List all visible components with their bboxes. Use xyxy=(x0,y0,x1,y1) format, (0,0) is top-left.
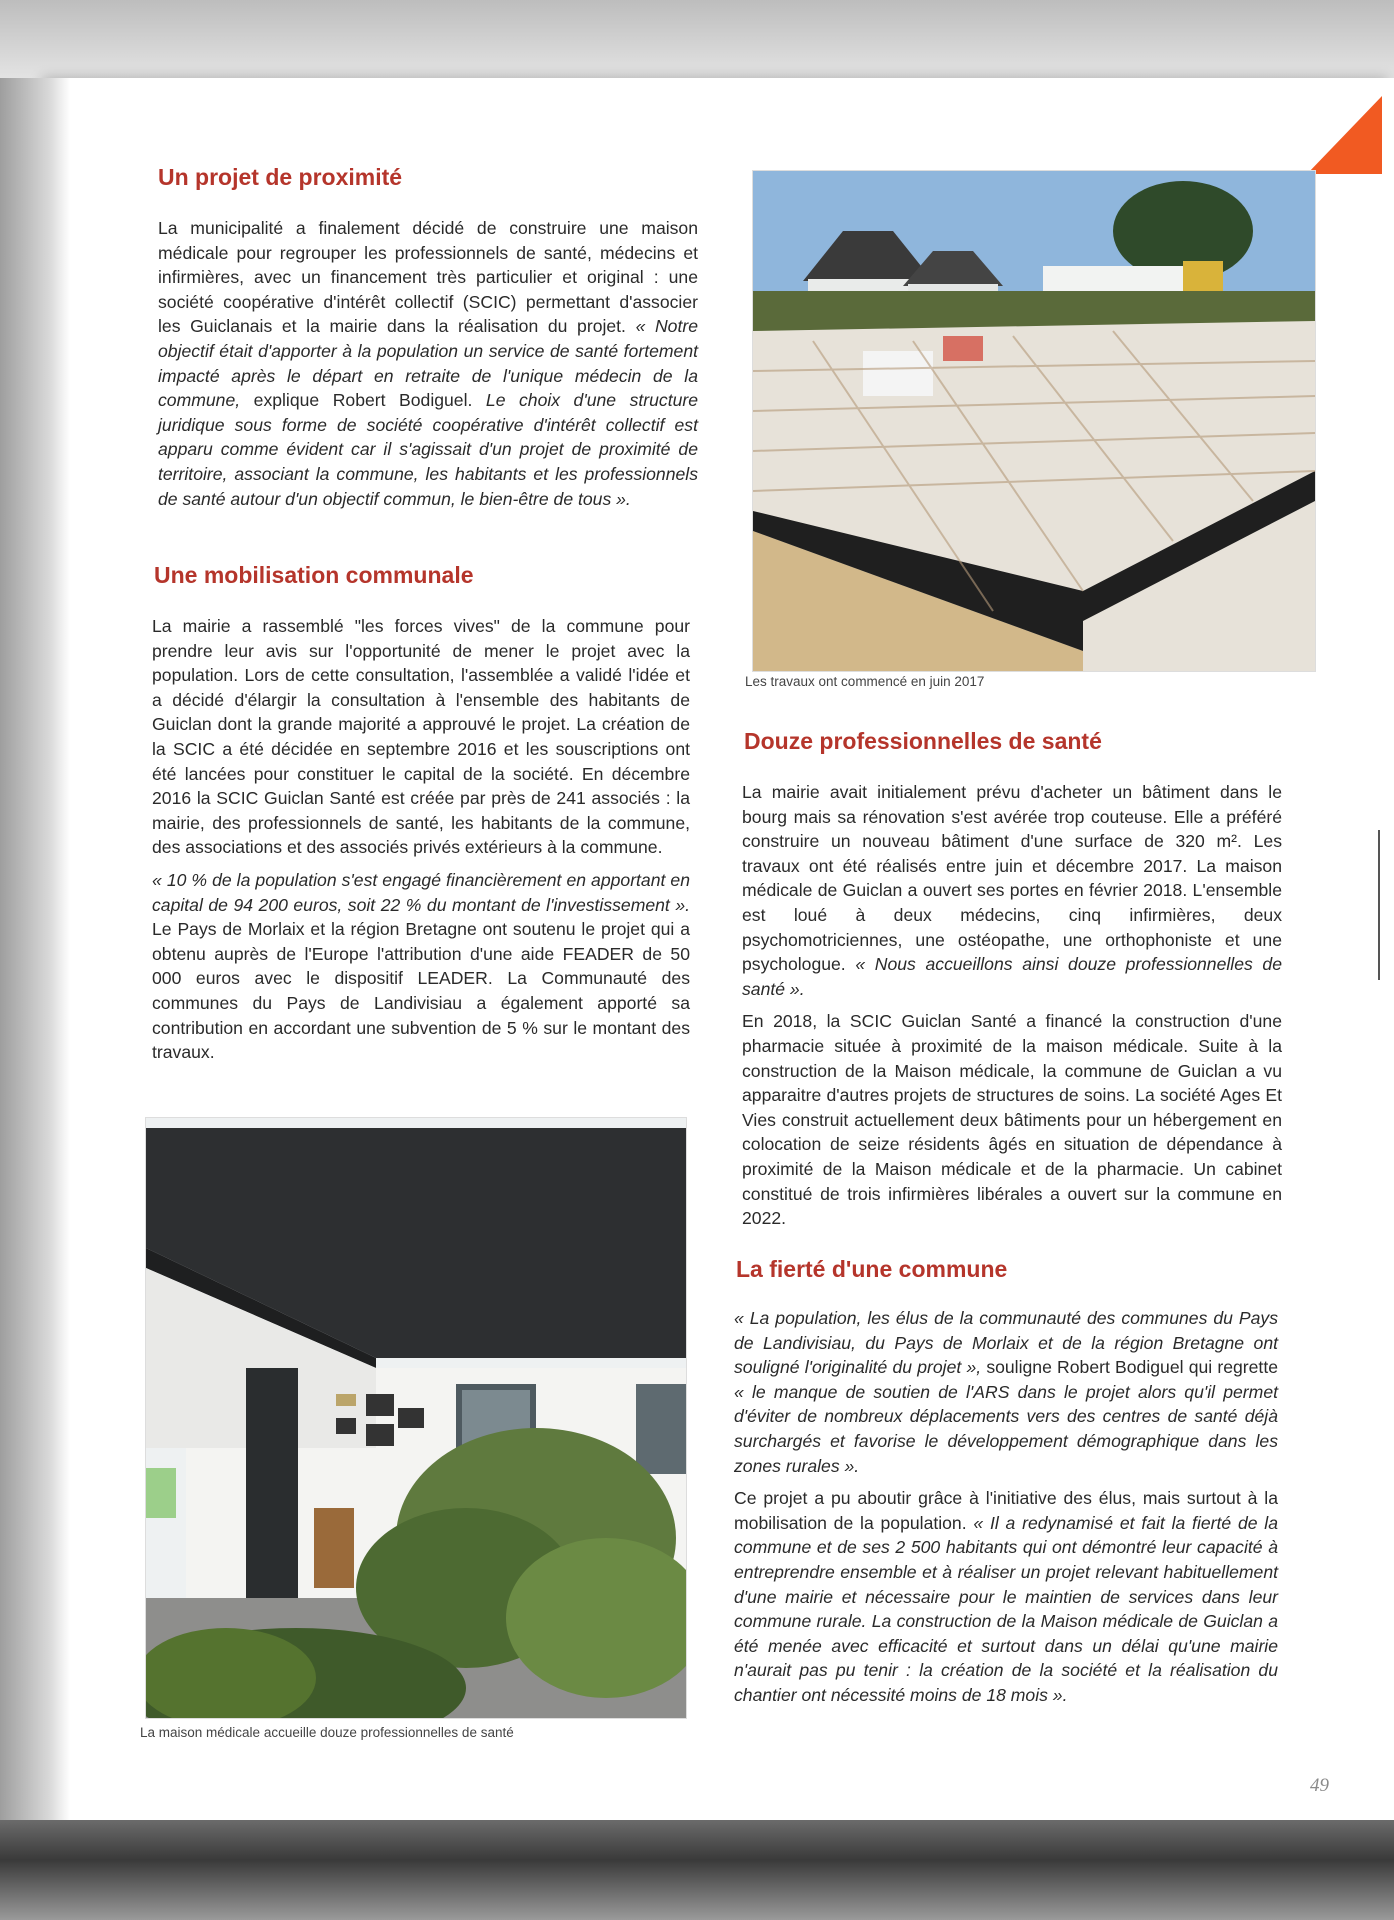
section-body-douze xyxy=(742,780,1282,1239)
section-body-mobilisation xyxy=(152,614,690,1073)
photo-maison-medicale xyxy=(145,1117,687,1719)
paragraph xyxy=(734,1486,1278,1707)
text: souligne Robert Bodiguel qui regrette xyxy=(986,1357,1278,1378)
quote: « La population, les élus de la communauté des communes du Pays de Landivisiau, du Pays de Morlaix et de la région Bretagne ont souligné l'originalité du projet », xyxy=(734,1308,1278,1378)
margin-rule xyxy=(1378,830,1380,980)
text: Le Pays de Morlaix et la région Bretagne ont soutenu le projet qui a obtenu auprès de l'Europe l'attribution d'une aide FEADER de 50 000 euros avec le dispositif LEADER. La Communauté des communes du Pays de Landivisiau a également apporté sa contribution en accordant une subvention de 5 % sur le montant des travaux. xyxy=(152,919,690,1063)
paragraph xyxy=(742,780,1282,1001)
section-title-douze: Douze professionnelles de santé xyxy=(744,728,1102,754)
scan-top-edge xyxy=(0,0,1394,80)
text: La municipalité a finalement décidé de construire une maison médicale pour regrouper les professionnels de santé, médecins et infirmières, avec un financement très particulier et original : une société coopérative d'intérêt collectif (SCIC) permettant d'associer les Guiclanais et la mairie dans la réalisation du projet. xyxy=(158,218,698,337)
page-spine-shadow xyxy=(0,78,70,1820)
section-body-proximite xyxy=(158,216,698,519)
text: explique Robert Bodiguel. xyxy=(253,390,473,411)
quote: « le manque de soutien de l'ARS dans le projet alors qu'il permet d'éviter de nombreux déplacements vers des centres de santé déjà surchargés et favorise le développement démographique dans les zones rurales ». xyxy=(734,1381,1278,1476)
section-title-fierte: La fierté d'une commune xyxy=(736,1256,1008,1282)
paragraph xyxy=(158,216,698,511)
section-title-proximite: Un projet de proximité xyxy=(158,164,403,190)
page-number: 49 xyxy=(1310,1775,1329,1796)
text: La mairie avait initialement prévu d'acheter un bâtiment dans le bourg mais sa rénovation s'est avérée trop couteuse. Elle a préféré construire un nouveau bâtiment d'une surface de 320 m². Les travaux ont été réalisés entre juin et décembre 2017. La maison médicale de Guiclan a ouvert ses portes en février 2018. L'ensemble est loué à deux médecins, cinq infirmières, deux psychomotriciennes, une ostéopathe, une orthophoniste et une psychologue. xyxy=(742,782,1282,975)
scan-bottom-edge xyxy=(0,1820,1394,1920)
quote: « Nous accueillons ainsi douze professionnelles de santé ». xyxy=(742,954,1282,999)
section-body-fierte xyxy=(734,1306,1278,1716)
paragraph xyxy=(152,868,690,1065)
caption-travaux: Les travaux ont commencé en juin 2017 xyxy=(745,674,985,689)
quote: « 10 % de la population s'est engagé financièrement en apportant en capital de 94 200 euros, soit 22 % du montant de l'investissement ». xyxy=(152,869,690,915)
paragraph xyxy=(734,1306,1278,1478)
paragraph: En 2018, la SCIC Guiclan Santé a financé la construction d'une pharmacie située à proximité de la maison médicale. Suite à la construction de la Maison médicale, la commune de Guiclan a vu apparaitre d'autres projets de structures de soins. La société Ages Et Vies construit actuellement deux bâtiments pour un hébergement en colocation de seize résidents âgés en situation de dépendance à proximité de la Maison médicale et de la pharmacie. Un cabinet constitué de trois infirmières libérales a ouvert sur la commune en 2022. xyxy=(742,1011,1282,1229)
photo-travaux xyxy=(752,170,1316,672)
photo-maison-medicale-image xyxy=(146,1118,686,1718)
section-title-mobilisation: Une mobilisation communale xyxy=(154,562,474,588)
photo-travaux-image xyxy=(753,171,1315,671)
text: Ce projet a pu aboutir grâce à l'initiative des élus, mais surtout à la mobilisation de la population. xyxy=(734,1488,1278,1533)
quote: « Notre objectif était d'apporter à la population un service de santé fortement impacté après le départ en retraite de l'unique médecin de la commune, xyxy=(158,316,699,411)
quote: « Il a redynamisé et fait la fierté de la commune et de ses 2 500 habitants qui ont démontré leur capacité à entreprendre ensemble et à réaliser un projet relevant habituellement d'une mairie et nécessaire pour le maintien de services dans leur commune rurale. La construction de la Maison médicale de Guiclan a été menée avec efficacité et surtout dans un délai qu'une mairie n'aurait pas pu tenir : la création de la société et la réalisation du chantier ont nécessité moins de 18 mois ». xyxy=(734,1512,1279,1705)
quote: Le choix d'une structure juridique sous forme de société coopérative d'intérêt collectif est apparu comme évident car il s'agissait d'un projet de proximité de territoire, associant la commune, les habitants et les professionnels de santé autour d'un objectif commun, le bien-être de tous ». xyxy=(158,390,699,509)
corner-accent-tab xyxy=(1307,96,1382,174)
caption-maison-medicale: La maison médicale accueille douze professionnelles de santé xyxy=(140,1725,514,1740)
paragraph: La mairie a rassemblé "les forces vives" de la commune pour prendre leur avis sur l'opportunité de mener le projet avec la population. Lors de cette consultation, l'assemblée a validé l'idée et a décidé d'élargir la consultation à l'ensemble des habitants de Guiclan dont la grande majorité a approuvé le projet. La création de la SCIC a été décidée en septembre 2016 et les souscriptions ont été lancées pour constituer le capital de la société. En décembre 2016 la SCIC Guiclan Santé est créée par près de 241 associés : la mairie, des professionnels de santé, les habitants de la commune, des associations et des associés privés extérieurs à la commune. xyxy=(152,616,690,858)
